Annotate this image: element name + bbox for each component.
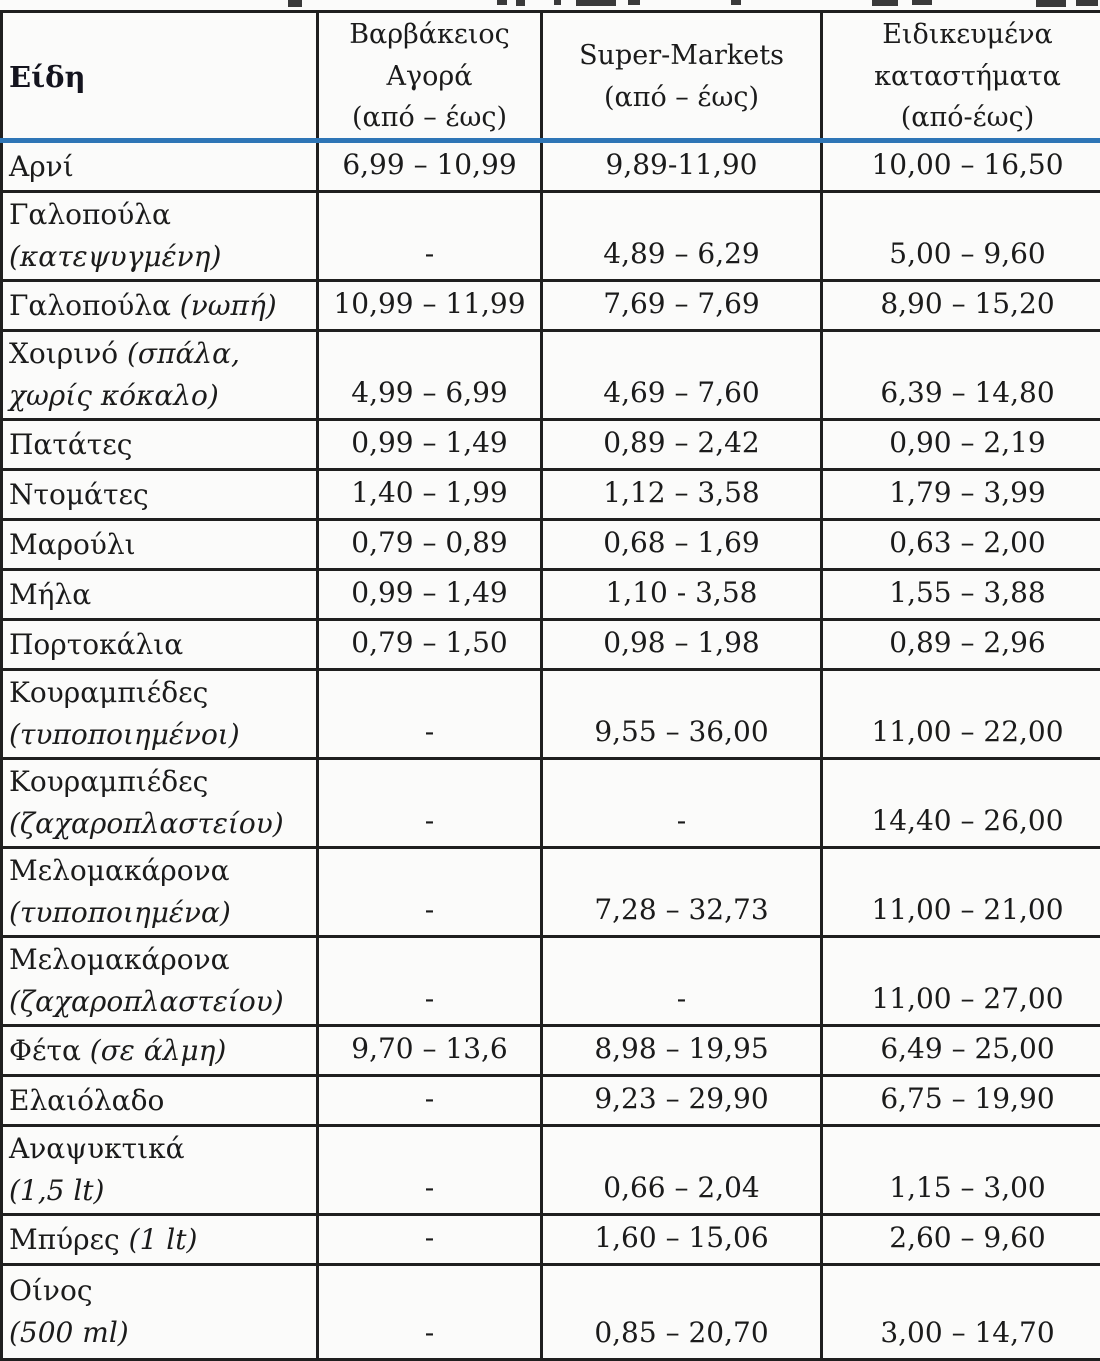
varvakios-price-cell: - <box>318 670 542 759</box>
item-name: Ελαιόλαδο <box>9 1084 164 1117</box>
specialty-price-cell: 11,00 – 21,00 <box>822 848 1100 937</box>
item-name: Πατάτες <box>9 428 132 461</box>
specialty-price-cell: 3,00 – 14,70 <box>822 1265 1100 1360</box>
supermarket-price-cell: 7,28 – 32,73 <box>542 848 822 937</box>
item-name-cell <box>2 670 318 759</box>
specialty-price-cell: 1,15 – 3,00 <box>822 1126 1100 1215</box>
item-qualifier: (τυποποιημένοι) <box>9 718 240 751</box>
table-row <box>2 142 1100 192</box>
item-name: Γαλοπούλα <box>9 289 171 322</box>
item-qualifier: (ζαχαροπλαστείου) <box>9 807 284 840</box>
specialty-price-cell: 11,00 – 27,00 <box>822 937 1100 1026</box>
varvakios-price-cell: 1,40 – 1,99 <box>318 470 542 520</box>
item-name: Αναψυκτικά <box>9 1132 185 1165</box>
supermarket-price-cell: 9,89-11,90 <box>542 142 822 192</box>
item-name: Φέτα <box>9 1034 81 1067</box>
table-row <box>2 470 1100 520</box>
varvakios-price-cell: - <box>318 937 542 1026</box>
table-row <box>2 420 1100 470</box>
varvakios-price-cell: 4,99 – 6,99 <box>318 331 542 420</box>
item-name: Πορτοκάλια <box>9 628 183 661</box>
item-name: Μπύρες <box>9 1223 120 1256</box>
item-name: Μαρούλι <box>9 528 136 561</box>
item-name-cell <box>2 1215 318 1265</box>
specialty-price-cell: 11,00 – 22,00 <box>822 670 1100 759</box>
supermarket-price-cell: - <box>542 937 822 1026</box>
supermarket-price-cell: 0,89 – 2,42 <box>542 420 822 470</box>
table-row <box>2 848 1100 937</box>
table-row <box>2 670 1100 759</box>
column-header-items: Είδη <box>2 12 318 142</box>
item-qualifier: (σε άλμη) <box>90 1034 227 1067</box>
supermarket-price-cell: 9,23 – 29,90 <box>542 1076 822 1126</box>
item-name-cell <box>2 620 318 670</box>
table-row <box>2 1126 1100 1215</box>
specialty-price-cell: 1,79 – 3,99 <box>822 470 1100 520</box>
supermarket-price-cell: 0,66 – 2,04 <box>542 1126 822 1215</box>
table-row <box>2 937 1100 1026</box>
supermarket-price-cell: 9,55 – 36,00 <box>542 670 822 759</box>
column-header-supermarkets: Super-Markets (από – έως) <box>542 12 822 142</box>
item-name: Μήλα <box>9 578 91 611</box>
item-qualifier: (νωπή) <box>180 289 277 322</box>
item-name: Μελομακάρονα <box>9 854 230 887</box>
item-name-cell <box>2 281 318 331</box>
table-row <box>2 1265 1100 1360</box>
varvakios-price-cell: - <box>318 1215 542 1265</box>
table-row <box>2 620 1100 670</box>
varvakios-price-cell: 0,79 – 0,89 <box>318 520 542 570</box>
table-row <box>2 1076 1100 1126</box>
varvakios-price-cell: 0,79 – 1,50 <box>318 620 542 670</box>
item-qualifier: (ζαχαροπλαστείου) <box>9 985 284 1018</box>
specialty-price-cell: 2,60 – 9,60 <box>822 1215 1100 1265</box>
supermarket-price-cell: 1,12 – 3,58 <box>542 470 822 520</box>
varvakios-price-cell: 0,99 – 1,49 <box>318 420 542 470</box>
table-row <box>2 281 1100 331</box>
item-qualifier: (1,5 lt) <box>9 1174 104 1207</box>
varvakios-price-cell: - <box>318 1265 542 1360</box>
table-row <box>2 570 1100 620</box>
supermarket-price-cell: 1,10 - 3,58 <box>542 570 822 620</box>
item-name: Κουραμπιέδες <box>9 765 208 798</box>
item-name-cell <box>2 570 318 620</box>
item-name-cell <box>2 420 318 470</box>
item-name: Χοιρινό <box>9 337 118 370</box>
item-name-cell <box>2 142 318 192</box>
item-name-cell <box>2 759 318 848</box>
supermarket-price-cell: 7,69 – 7,69 <box>542 281 822 331</box>
supermarket-price-cell: 1,60 – 15,06 <box>542 1215 822 1265</box>
header-underline-rule <box>0 138 1100 143</box>
specialty-price-cell: 6,39 – 14,80 <box>822 331 1100 420</box>
specialty-price-cell: 10,00 – 16,50 <box>822 142 1100 192</box>
table-row <box>2 331 1100 420</box>
specialty-price-cell: 6,49 – 25,00 <box>822 1026 1100 1076</box>
supermarket-price-cell: 4,69 – 7,60 <box>542 331 822 420</box>
varvakios-price-cell: - <box>318 848 542 937</box>
specialty-price-cell: 8,90 – 15,20 <box>822 281 1100 331</box>
table-row <box>2 1215 1100 1265</box>
item-name-cell <box>2 192 318 281</box>
item-qualifier: (σπάλα, χωρίς κόκαλο) <box>9 337 240 412</box>
supermarket-price-cell: 0,85 – 20,70 <box>542 1265 822 1360</box>
varvakios-price-cell: 0,99 – 1,49 <box>318 570 542 620</box>
varvakios-price-cell: 6,99 – 10,99 <box>318 142 542 192</box>
table-row <box>2 759 1100 848</box>
column-header-specialty-stores: Ειδικευμένα καταστήματα (από-έως) <box>822 12 1100 142</box>
specialty-price-cell: 5,00 – 9,60 <box>822 192 1100 281</box>
table-row <box>2 192 1100 281</box>
varvakios-price-cell: - <box>318 759 542 848</box>
item-qualifier: (1 lt) <box>129 1223 198 1256</box>
item-name-cell <box>2 1126 318 1215</box>
specialty-price-cell: 0,90 – 2,19 <box>822 420 1100 470</box>
item-name: Γαλοπούλα <box>9 198 171 231</box>
item-name: Ντομάτες <box>9 478 149 511</box>
supermarket-price-cell: 0,68 – 1,69 <box>542 520 822 570</box>
supermarket-price-cell: 4,89 – 6,29 <box>542 192 822 281</box>
specialty-price-cell: 0,89 – 2,96 <box>822 620 1100 670</box>
item-qualifier: (κατεψυγμένη) <box>9 240 221 273</box>
table-row <box>2 1026 1100 1076</box>
supermarket-price-cell: - <box>542 759 822 848</box>
specialty-price-cell: 6,75 – 19,90 <box>822 1076 1100 1126</box>
item-name-cell <box>2 1265 318 1360</box>
supermarket-price-cell: 8,98 – 19,95 <box>542 1026 822 1076</box>
specialty-price-cell: 0,63 – 2,00 <box>822 520 1100 570</box>
varvakios-price-cell: - <box>318 1126 542 1215</box>
item-name-cell <box>2 848 318 937</box>
varvakios-price-cell: 9,70 – 13,6 <box>318 1026 542 1076</box>
specialty-price-cell: 14,40 – 26,00 <box>822 759 1100 848</box>
item-name: Μελομακάρονα <box>9 943 230 976</box>
item-name-cell <box>2 470 318 520</box>
item-name-cell <box>2 331 318 420</box>
item-name: Οίνος <box>9 1274 93 1307</box>
supermarket-price-cell: 0,98 – 1,98 <box>542 620 822 670</box>
item-name: Κουραμπιέδες <box>9 676 208 709</box>
table-header-row <box>2 12 1100 142</box>
item-qualifier: (τυποποιημένα) <box>9 896 231 929</box>
varvakios-price-cell: - <box>318 1076 542 1126</box>
item-name-cell <box>2 520 318 570</box>
item-name: Αρνί <box>9 150 74 183</box>
item-name-cell <box>2 1076 318 1126</box>
specialty-price-cell: 1,55 – 3,88 <box>822 570 1100 620</box>
table-row <box>2 520 1100 570</box>
item-name-cell <box>2 1026 318 1076</box>
item-name-cell <box>2 937 318 1026</box>
price-comparison-table <box>0 10 1100 1361</box>
varvakios-price-cell: 10,99 – 11,99 <box>318 281 542 331</box>
item-qualifier: (500 ml) <box>9 1316 129 1349</box>
varvakios-price-cell: - <box>318 192 542 281</box>
column-header-varvakios: Βαρβάκειος Αγορά (από – έως) <box>318 12 542 142</box>
